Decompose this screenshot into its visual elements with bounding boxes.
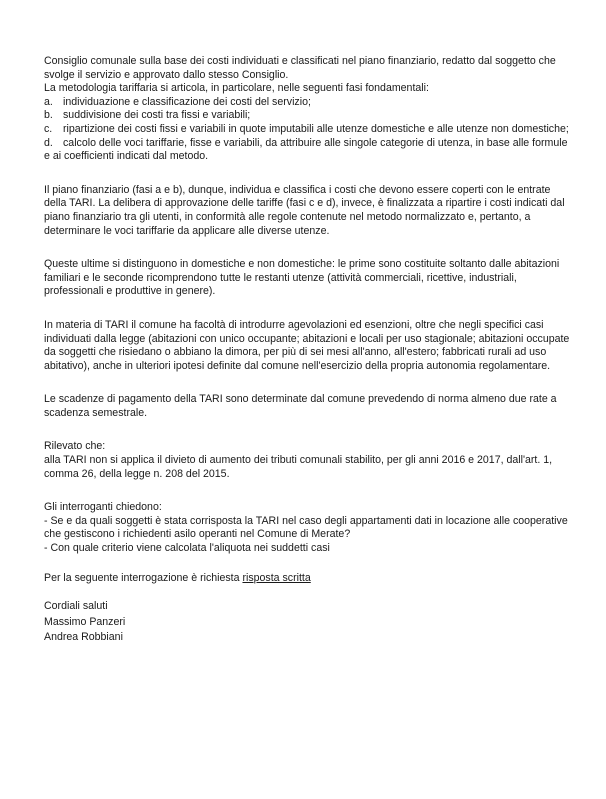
intro-paragraph: Consiglio comunale sulla base dei costi individuati e classificati nel piano finanziario, redatto dal soggetto che svolge il servizio e approvato dallo stesso Consiglio. [44,55,556,81]
list-item [44,109,574,123]
phases-list [44,96,574,164]
methodology-paragraph: La metodologia tariffaria si articola, in particolare, nelle seguenti fasi fondamentali: [44,82,429,95]
closing-greeting: Cordiali saluti [44,600,108,613]
agevolazioni-paragraph: In materia di TARI il comune ha facoltà di introdurre agevolazioni ed esenzioni, oltre che negli specifici casi individuati dalla legge (abitazioni con unico occupante; abitazioni e locali per uso stagionale; abitazioni occupate da soggetti che risiedano o abbiano la dimora, per più di sei mesi all'anno, all'estero; fabbricati rurali ad uso abitativo), anche in ulteriori ipotesi definite dal comune nell'esercizio della propria autonomia regolamentare. [44,318,570,372]
list-item [44,96,574,110]
list-item-text: ripartizione dei costi fissi e variabili in quote imputabili alle utenze domestiche e alle utenze non domestiche; [63,122,569,135]
rilevato-text: alla TARI non si applica il divieto di aumento dei tributi comunali stabilito, per gli anni 2016 e 2017, dall'art. 1, comma 26, della legge n. 208 del 2015. [44,454,553,480]
question-1: - Se e da quali soggetti è stata corrisposta la TARI nel caso degli appartamenti dati in locazione alle cooperative che gestiscono i richiedenti asilo operanti nel Comune di Merate? [44,514,568,541]
list-marker: c. [44,122,53,135]
list-item-text: individuazione e classificazione dei costi del servizio; [63,95,311,108]
list-marker: a. [44,95,53,108]
signature-block [44,599,574,646]
risposta-prefix: Per la seguente interrogazione è richiesta [44,571,243,584]
interroganti-heading: Gli interroganti chiedono: [44,501,162,514]
document-page [44,55,574,646]
list-item-text: suddivisione dei costi tra fissi e variabili; [63,109,251,122]
scadenze-paragraph: Le scadenze di pagamento della TARI sono determinate dal comune prevedendo di norma almeno due rate a scadenza semestrale. [44,393,557,419]
risposta-line [44,572,574,586]
question-2: - Con quale criterio viene calcolata l'aliquota nei suddetti casi [44,542,330,555]
rilevato-heading: Rilevato che: [44,440,106,453]
list-item [44,123,574,137]
list-marker: b. [44,109,53,122]
risposta-emphasis: risposta scritta [242,571,311,584]
utenze-paragraph: Queste ultime si distinguono in domestiche e non domestiche: le prime sono costituite soltanto dalle abitazioni familiari e le seconde ricomprendono tutte le restanti utenze (attività commerciali, ricettive, industriali, professionali e produttive in genere). [44,258,560,298]
signer-name: Andrea Robbiani [44,631,123,644]
list-marker: d. [44,136,53,149]
piano-paragraph: Il piano finanziario (fasi a e b), dunque, individua e classifica i costi che devono essere coperti con le entrate della TARI. La delibera di approvazione delle tariffe (fasi c e d), invece, è finalizzata a ripartire i costi indicati dal piano finanziario tra gli utenti, in conformità alle regole contenute nel metodo normalizzato e, pertanto, a determinare le voci tariffarie da applicare alle diverse utenze. [44,183,565,237]
list-item [44,137,574,164]
list-item-text: calcolo delle voci tariffarie, fisse e variabili, da attribuire alle singole categorie di utenza, in base alle formule e ai coefficienti indicati dal metodo. [44,136,568,163]
signer-name: Massimo Panzeri [44,615,126,628]
